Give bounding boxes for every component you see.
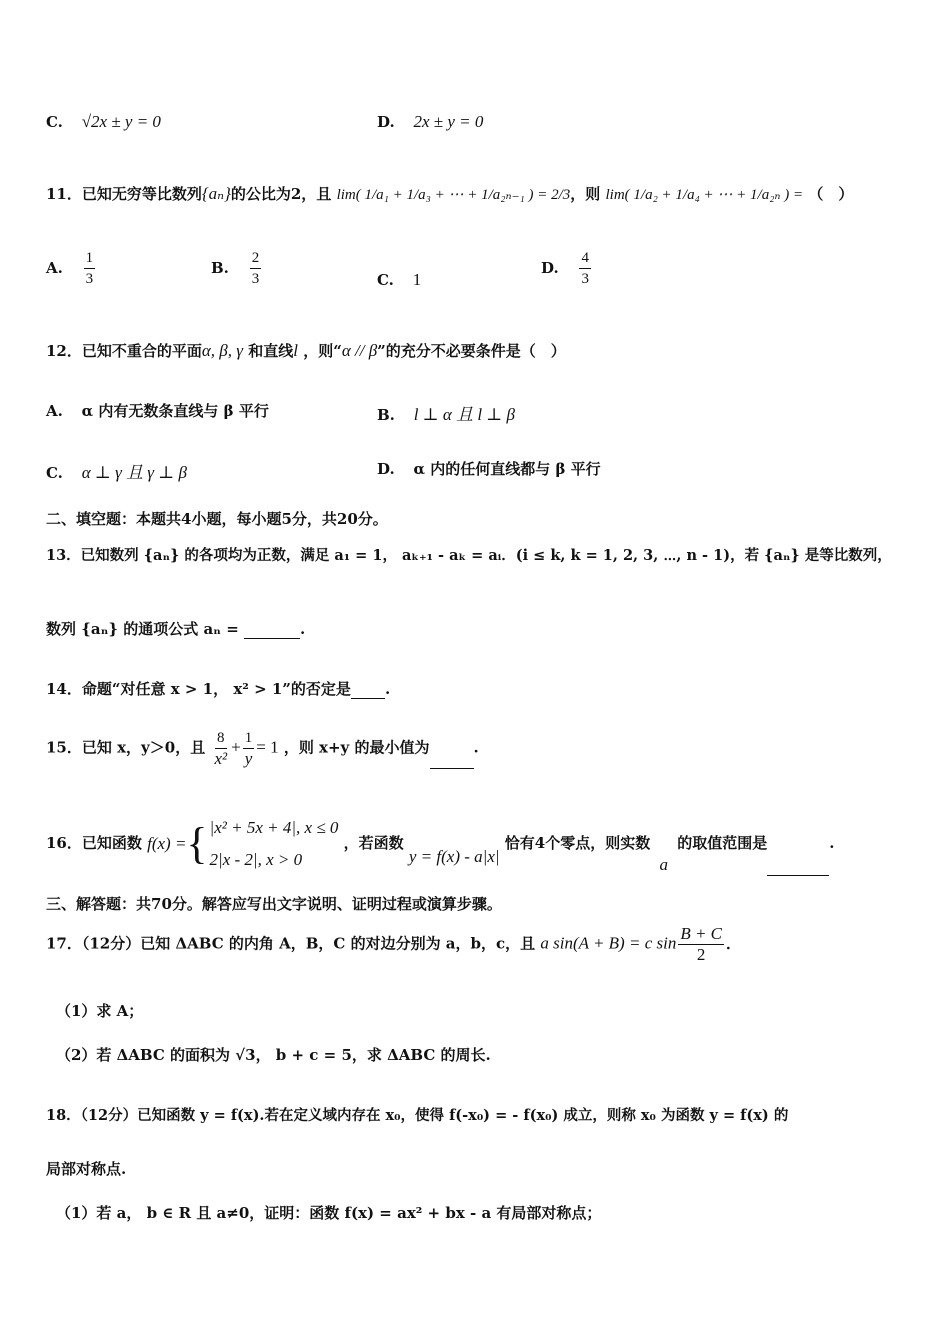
option-value: 1: [412, 270, 422, 289]
q11-option-b: [211, 248, 263, 289]
equation-rhs: = 1: [256, 737, 279, 757]
fraction-numerator: B + C: [680, 924, 723, 943]
fraction-denominator: 3: [85, 271, 94, 287]
function-expression: y = f(x) - a|x|: [408, 847, 500, 866]
question-text: 恰有4个零点，则实数: [504, 834, 651, 852]
option-label: D.: [377, 113, 395, 131]
fraction-numerator: 4: [579, 248, 591, 269]
question-16: 16．已知函数 f(x) = { |x² + 5x + 4|, x ≤ 0 2|x - 2|, x > 0 ，若函数 y = f(x) - a|x| 恰有4个零点，则实数 a 的取值范围是 .: [46, 812, 834, 876]
question-text: 的公比为2，且: [230, 185, 332, 203]
answer-blank[interactable]: [430, 768, 474, 769]
left-brace: {: [186, 819, 208, 868]
question-14: 14．命题“对任意 x > 1， x² > 1”的否定是 .: [46, 680, 391, 698]
option-label: C.: [46, 113, 63, 131]
question-text: 16．已知函数: [46, 834, 142, 852]
question-text: 和直线: [248, 342, 294, 360]
condition-expression: α // β: [341, 341, 378, 360]
limit-expression-1: lim( 1/a₁ + 1/a₃ + ⋯ + 1/a₂ₙ₋₁ ) = 2/3: [336, 187, 571, 203]
question-text: ，则: [570, 185, 601, 203]
option-label: B.: [377, 406, 395, 424]
question-text: 17．（12分）已知 ΔABC 的内角 A，B，C 的对边分别为 a，b，c，且: [46, 934, 536, 953]
answer-blank[interactable]: [244, 638, 300, 639]
question-18-line-2: 局部对称点.: [46, 1160, 127, 1178]
function-name: f(x) =: [147, 834, 187, 853]
option-text: α 内有无数条直线与 β 平行: [81, 402, 269, 420]
answer-blank[interactable]: [767, 875, 829, 876]
option-text: l ⊥ α 且 l ⊥ β: [413, 405, 515, 424]
question-18-part-1: （1）若 a， b ∈ R 且 a≠0，证明：函数 f(x) = ax² + bx - a 有局部对称点；: [56, 1204, 602, 1222]
fraction-numerator: 1: [84, 248, 96, 269]
question-12: [46, 340, 566, 361]
question-text: 的取值范围是: [677, 834, 768, 852]
question-17-part-2: （2）若 ΔABC 的面积为 √3， b + c = 5，求 ΔABC 的周长.: [56, 1046, 491, 1064]
fraction-denominator: 3: [251, 271, 260, 287]
q12-option-a: [46, 400, 269, 421]
option-label: C.: [46, 464, 63, 482]
limit-expression-2: lim( 1/a₂ + 1/a₄ + ⋯ + 1/a₂ₙ ) =: [605, 187, 804, 203]
option-label: B.: [211, 258, 229, 277]
option-label: D.: [541, 258, 559, 277]
question-text: ”的充分不必要条件是（ ）: [377, 342, 566, 360]
option-label: A.: [46, 402, 63, 420]
question-text: 数列 {aₙ} 的通项公式 aₙ =: [46, 620, 244, 638]
sequence-symbol: {aₙ}: [201, 184, 231, 203]
q10-option-c: [46, 112, 161, 132]
fraction-numerator: 2: [250, 248, 262, 269]
q12-option-c: [46, 458, 187, 483]
q12-option-b: [377, 400, 515, 425]
fraction-numerator: 1: [243, 728, 255, 749]
q10-option-d: [377, 112, 483, 132]
question-text: ，则 x+y 的最小值为: [283, 738, 430, 757]
option-text: α ⊥ γ 且 γ ⊥ β: [81, 463, 187, 482]
question-text: ．: [726, 934, 742, 953]
question-17: [46, 924, 741, 965]
question-11: [46, 183, 853, 204]
option-expr: 2x ± y = 0: [413, 112, 484, 131]
equation-lhs: a sin(A + B) = c sin: [540, 933, 677, 953]
option-label: A.: [46, 258, 63, 277]
question-text: 11．已知无穷等比数列: [46, 185, 202, 203]
q11-option-a: [46, 248, 97, 289]
section-heading-fill-in: 二、填空题：本题共4小题，每小题5分，共20分。: [46, 510, 388, 528]
line-symbol: l: [293, 341, 298, 360]
q12-option-d: [377, 458, 601, 479]
q11-option-c: [377, 270, 421, 290]
question-text: ，若函数: [343, 834, 404, 852]
piecewise-function: [147, 812, 338, 876]
fraction-denominator: y: [244, 749, 253, 768]
fraction-numerator: 8: [215, 728, 227, 749]
case-1: |x² + 5x + 4|, x ≤ 0: [209, 818, 339, 837]
question-text: 15．已知 x，y＞0，且: [46, 738, 206, 757]
section-heading-solutions: 三、解答题：共70分。解答应写出文字说明、证明过程或演算步骤。: [46, 895, 502, 913]
option-text: α 内的任何直线都与 β 平行: [413, 460, 601, 478]
fraction-denominator: 2: [696, 945, 706, 964]
case-2: 2|x - 2|, x > 0: [209, 850, 303, 869]
question-text: 12．已知不重合的平面: [46, 342, 202, 360]
question-text: ，则“: [303, 342, 342, 360]
variable-symbol: a: [659, 855, 668, 874]
question-18-line-1: 18．（12分）已知函数 y = f(x).若在定义域内存在 x₀，使得 f(-x₀) = - f(x₀) 成立，则称 x₀ 为函数 y = f(x) 的: [46, 1107, 789, 1124]
question-15: 15．已知 x，y＞0，且 $\frac{8}{\text{x²}}$ + $\frac{1}{y}$ = 1 ，则 x+y 的最小值为 .: [46, 730, 479, 768]
answer-paren: （ ）: [808, 185, 854, 203]
fraction-denominator: x²: [214, 749, 228, 768]
plane-symbols: α, β, γ: [201, 341, 243, 360]
question-17-part-1: （1）求 A；: [56, 1002, 144, 1020]
question-13-line-2: 数列 {aₙ} 的通项公式 aₙ = .: [46, 620, 306, 638]
option-expr: √2x ± y = 0: [81, 112, 161, 131]
question-text: 14．命题“对任意 x > 1， x² > 1”的否定是: [46, 680, 351, 698]
q11-option-d: [541, 248, 593, 289]
question-13-line-1: 13．已知数列 {aₙ} 的各项均为正数，满足 a₁ = 1， aₖ₊₁ - aₖ = aᵢ．(i ≤ k, k = 1, 2, 3, ⋯, n - 1)，若 {aₙ} 是等比数列，: [46, 547, 892, 564]
fraction-denominator: 3: [581, 271, 589, 287]
option-label: D.: [377, 460, 395, 478]
option-label: C.: [377, 271, 394, 289]
answer-blank[interactable]: [351, 698, 385, 699]
